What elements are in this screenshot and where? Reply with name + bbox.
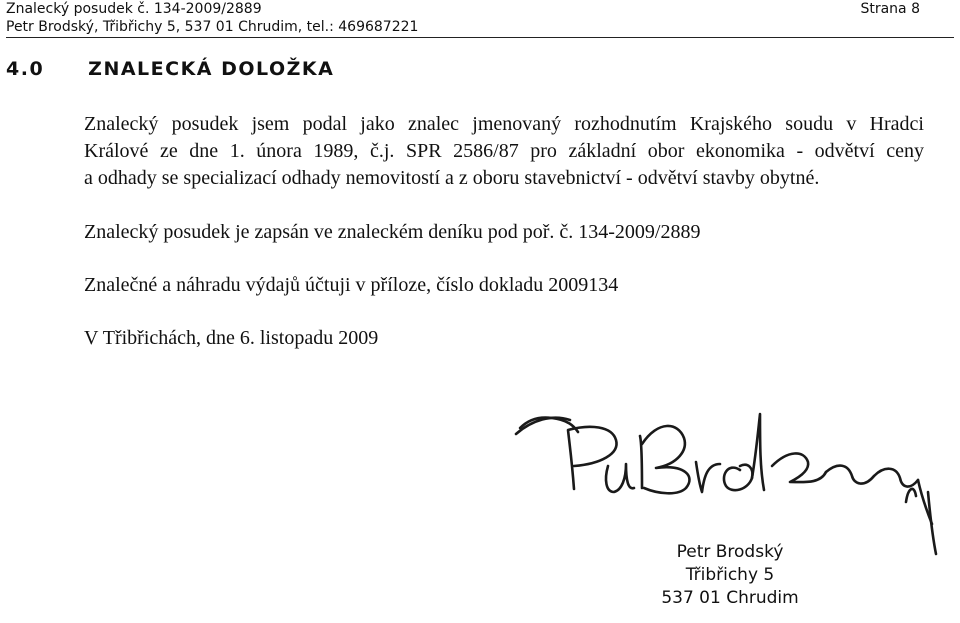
header-rule [6, 37, 954, 38]
header-doc-ref: Znalecký posudek č. 134-2009/2889 [6, 1, 262, 17]
place-date: V Třibřichách, dne 6. listopadu 2009 [84, 327, 379, 349]
header-author-line: Petr Brodský, Třibřichy 5, 537 01 Chrudim, tel.: 469687221 [6, 19, 419, 35]
paragraph-appointment [84, 111, 924, 192]
section-number: 4.0 [6, 58, 45, 80]
section-heading [6, 58, 334, 80]
paragraph-line: Znalecký posudek jsem podal jako znalec jmenovaný rozhodnutím Krajského soudu v Hradci [84, 113, 924, 135]
paragraph-line: Králové ze dne 1. února 1989, č.j. SPR 2586/87 pro základní obor ekonomika - odvětví ceny [84, 140, 924, 162]
section-title: ZNALECKÁ DOLOŽKA [88, 58, 335, 80]
page-number: Strana 8 [860, 1, 920, 17]
paragraph-fees: Znalečné a náhradu výdajů účtuji v příloze, číslo dokladu 2009134 [84, 274, 619, 296]
handwritten-signature [508, 384, 948, 564]
stamp-name: Petr Brodský [676, 542, 784, 562]
address-stamp [630, 541, 830, 610]
stamp-street: Třibřichy 5 [685, 565, 775, 585]
paragraph-line: a odhady se specializací odhady nemovitostí a z oboru stavebnictví - odvětví stavby obytné. [84, 167, 820, 189]
stamp-city: 537 01 Chrudim [661, 588, 799, 608]
paragraph-registry: Znalecký posudek je zapsán ve znaleckém deníku pod poř. č. 134-2009/2889 [84, 221, 701, 243]
